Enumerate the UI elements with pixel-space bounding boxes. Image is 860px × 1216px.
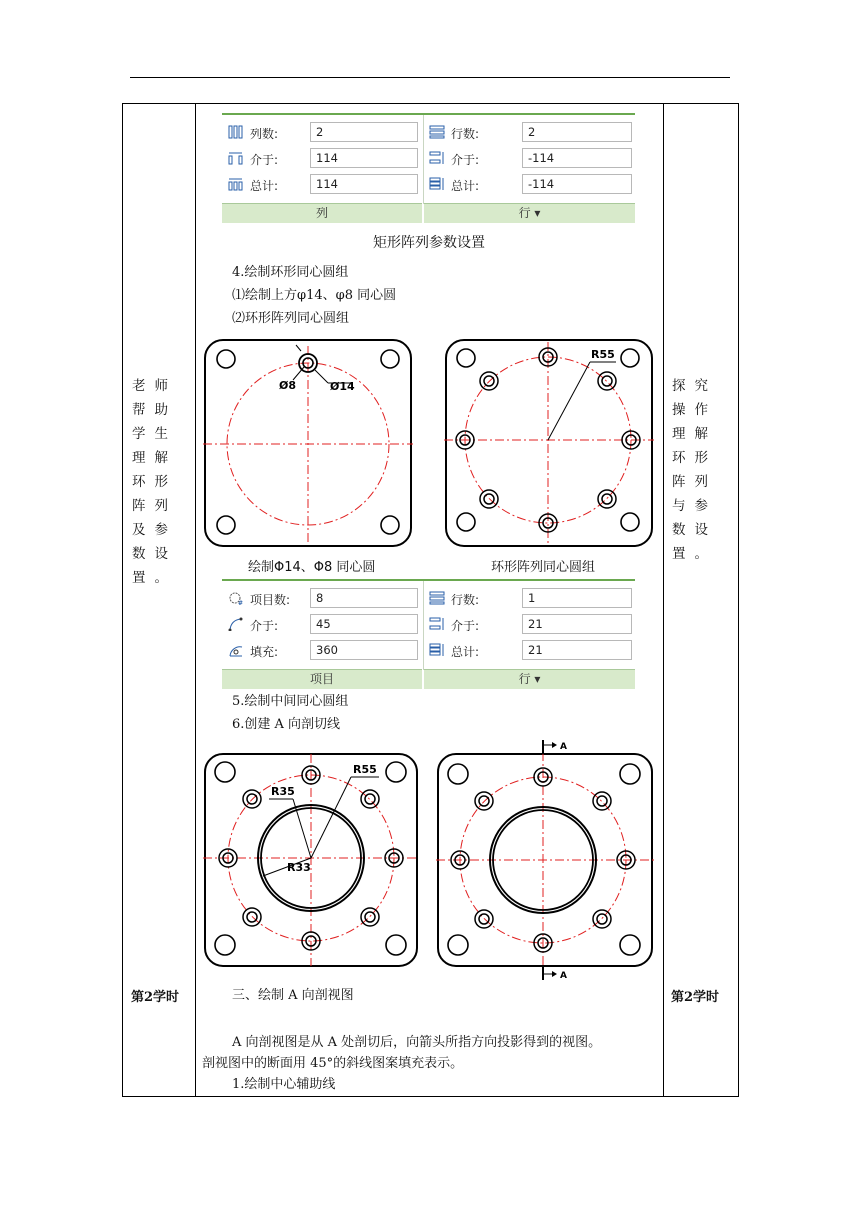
row-total-input[interactable]: 21: [522, 640, 632, 660]
section-title: 三、绘制 A 向剖视图: [232, 988, 354, 1003]
items-section-tab[interactable]: 项目: [222, 669, 422, 689]
rect-array-panel: [222, 113, 635, 223]
col-between-input[interactable]: 114: [310, 148, 418, 168]
step-4-1: ⑴绘制上方φ14、φ8 同心圆: [232, 288, 397, 303]
column-section-tab[interactable]: 列: [222, 203, 422, 223]
item-between-input[interactable]: 45: [310, 614, 418, 634]
fill-input[interactable]: 360: [310, 640, 418, 660]
row-between-label: 介于:: [451, 619, 480, 633]
figure-middle-circles: [203, 752, 419, 968]
row-section-tab[interactable]: 行 ▾: [424, 669, 635, 689]
paragraph-line-1: A 向剖视图是从 A 处剖切后，向箭头所指方向投影得到的视图。: [232, 1035, 602, 1050]
rows-input[interactable]: 2: [522, 122, 632, 142]
student-note: 探究操作理解环形阵列与参数设置。: [672, 378, 717, 562]
lesson-label-right: 第2学时: [671, 990, 720, 1005]
row-total-label: 总计:: [451, 179, 480, 193]
rows-input[interactable]: 1: [522, 588, 632, 608]
fill-label: 填充:: [250, 645, 279, 659]
step-4: 4.绘制环形同心圆组: [232, 265, 349, 280]
row-between-input[interactable]: -114: [522, 148, 632, 168]
items-label: 项目数:: [250, 593, 291, 607]
items-icon: [228, 591, 244, 605]
section-label-top: A: [560, 742, 567, 752]
figure-concentric-circles: [203, 338, 413, 550]
row-section-tab[interactable]: 行 ▾: [424, 203, 635, 223]
step-6: 6.创建 A 向剖切线: [232, 717, 341, 732]
section-label-bottom: A: [560, 971, 567, 980]
row-between-label: 介于:: [451, 153, 480, 167]
col-total-label: 总计:: [250, 179, 279, 193]
row-total-icon: [429, 177, 445, 191]
columns-icon: [228, 125, 244, 139]
teacher-note: 老师帮助学生理解环形阵列及参数设置。: [132, 378, 177, 586]
row-spacing-icon: [429, 151, 445, 165]
columns-label: 列数:: [250, 127, 279, 141]
row-total-icon: [429, 643, 445, 657]
figure-section-line: [436, 740, 658, 980]
row-total-input[interactable]: -114: [522, 174, 632, 194]
header-rule: [130, 77, 730, 78]
step-5: 5.绘制中间同心圆组: [232, 694, 349, 709]
rows-label: 行数:: [451, 127, 480, 141]
rect-array-caption: 矩形阵列参数设置: [373, 235, 485, 251]
row-spacing-icon: [429, 617, 445, 631]
dim-d14: Ø14: [330, 380, 355, 393]
dim-r55: R55: [353, 763, 377, 776]
figure-2-caption: 环形阵列同心圆组: [491, 560, 596, 575]
dim-r33: R33: [287, 861, 311, 874]
rows-icon: [429, 591, 445, 605]
svg-text:#: #: [238, 600, 244, 605]
angle-between-icon: [228, 617, 244, 631]
paragraph-line-2: 剖视图中的断面用 45°的斜线图案填充表示。: [202, 1056, 464, 1071]
col-between-label: 介于:: [250, 153, 279, 167]
col-spacing-icon: [228, 151, 244, 165]
paragraph-line-3: 1.绘制中心辅助线: [232, 1077, 336, 1092]
lesson-label-left: 第2学时: [131, 990, 180, 1005]
figure-polar-array: [444, 338, 654, 550]
figure-1-caption: 绘制Φ14、Φ8 同心圆: [248, 560, 376, 575]
column-divider: [195, 104, 196, 1096]
column-divider: [663, 104, 664, 1096]
step-4-2: ⑵环形阵列同心圆组: [232, 311, 350, 326]
dim-r35: R35: [271, 785, 295, 798]
dim-d8: Ø8: [279, 379, 297, 392]
polar-array-panel: [222, 579, 635, 689]
columns-input[interactable]: 2: [310, 122, 418, 142]
rows-label: 行数:: [451, 593, 480, 607]
item-between-label: 介于:: [250, 619, 279, 633]
col-total-icon: [228, 177, 244, 191]
dim-r55: R55: [591, 348, 615, 361]
rows-icon: [429, 125, 445, 139]
items-input[interactable]: 8: [310, 588, 418, 608]
row-between-input[interactable]: 21: [522, 614, 632, 634]
row-total-label: 总计:: [451, 645, 480, 659]
col-total-input[interactable]: 114: [310, 174, 418, 194]
fill-angle-icon: [228, 643, 244, 657]
